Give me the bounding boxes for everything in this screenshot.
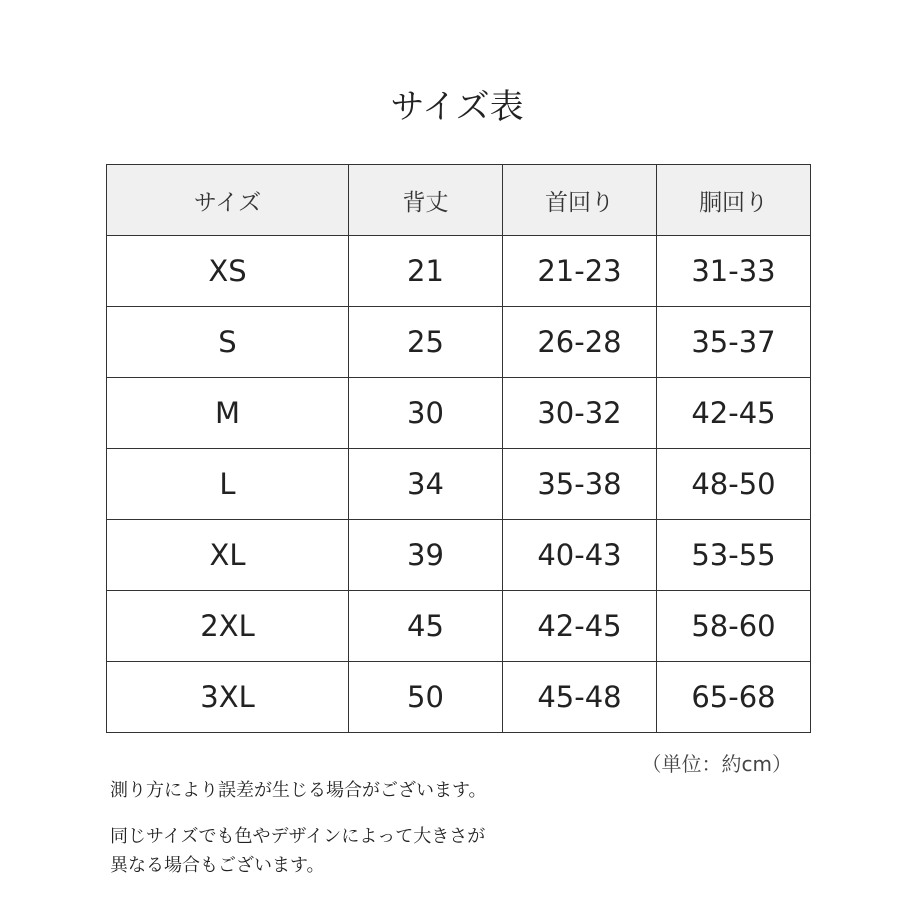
- cell-waist: 65-68: [657, 662, 811, 733]
- table-row: [107, 307, 811, 378]
- table-row: [107, 662, 811, 733]
- cell-neck: 40-43: [503, 520, 657, 591]
- cell-back-length: 45: [349, 591, 503, 662]
- table-row: [107, 520, 811, 591]
- cell-waist: 58-60: [657, 591, 811, 662]
- cell-size: L: [107, 449, 349, 520]
- cell-size: M: [107, 378, 349, 449]
- table-header-row: [107, 165, 811, 236]
- page-title: サイズ表: [390, 87, 524, 127]
- note-line: 測り方により誤差が生じる場合がございます。: [110, 780, 487, 801]
- cell-back-length: 25: [349, 307, 503, 378]
- table-row: [107, 591, 811, 662]
- cell-waist: 42-45: [657, 378, 811, 449]
- cell-waist: 31-33: [657, 236, 811, 307]
- cell-size: XL: [107, 520, 349, 591]
- cell-size: 2XL: [107, 591, 349, 662]
- cell-back-length: 21: [349, 236, 503, 307]
- cell-back-length: 30: [349, 378, 503, 449]
- cell-back-length: 39: [349, 520, 503, 591]
- cell-size: 3XL: [107, 662, 349, 733]
- cell-waist: 53-55: [657, 520, 811, 591]
- header-neck: 首回り: [503, 165, 657, 236]
- cell-size: XS: [107, 236, 349, 307]
- cell-size: S: [107, 307, 349, 378]
- cell-waist: 35-37: [657, 307, 811, 378]
- header-back-length: 背丈: [349, 165, 503, 236]
- table-row: [107, 378, 811, 449]
- cell-back-length: 34: [349, 449, 503, 520]
- cell-neck: 21-23: [503, 236, 657, 307]
- cell-neck: 35-38: [503, 449, 657, 520]
- table-row: [107, 449, 811, 520]
- cell-neck: 26-28: [503, 307, 657, 378]
- note-line: 異なる場合もございます。: [110, 855, 325, 876]
- cell-neck: 42-45: [503, 591, 657, 662]
- size-table: [106, 164, 811, 733]
- cell-neck: 30-32: [503, 378, 657, 449]
- header-waist: 胴回り: [657, 165, 811, 236]
- header-size: サイズ: [107, 165, 349, 236]
- table-row: [107, 236, 811, 307]
- cell-neck: 45-48: [503, 662, 657, 733]
- notes: [110, 776, 487, 880]
- cell-waist: 48-50: [657, 449, 811, 520]
- note-line: 同じサイズでも色やデザインによって大きさが: [110, 826, 486, 847]
- unit-note: （単位：約cm）: [641, 752, 792, 776]
- cell-back-length: 50: [349, 662, 503, 733]
